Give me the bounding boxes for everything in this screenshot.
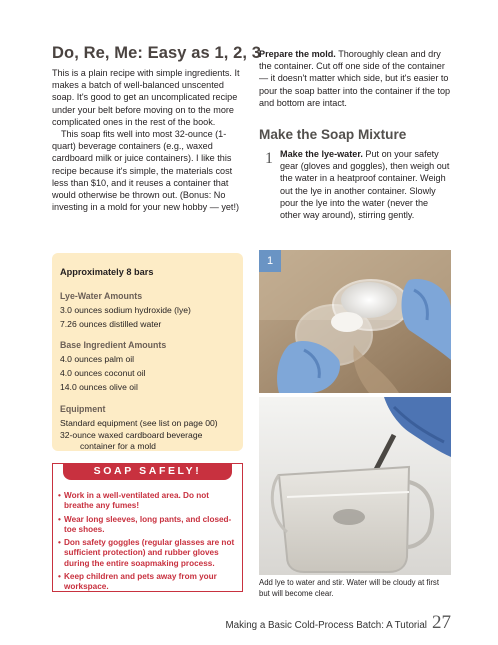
- prepare-mold-text: Thoroughly clean and dry the container. Cut off one side of the container — it doesn't matter which side, but it's easier to pour the soap batter into the container if the top and bottom are intact.: [259, 49, 451, 108]
- water-item: 7.26 ounces distilled water: [60, 318, 162, 329]
- lye-item: 3.0 ounces sodium hydroxide (lye): [60, 305, 191, 315]
- lye-water-heading: Lye-Water Amounts: [60, 291, 143, 301]
- safety-item: • Work in a well-ventilated area. Do not breathe any fumes!: [58, 491, 238, 512]
- step-body: Put on your safety gear (gloves and goggles), then weigh out the water in a heatproof container. Weigh out the lye in another container. Slowly pour the lye into the water (never the other way around), stirring gently.: [280, 149, 450, 221]
- equipment-item: Standard equipment (see list on page 00): [60, 417, 218, 428]
- palm-oil-item: 4.0 ounces palm oil: [60, 354, 135, 365]
- equipment-heading: Equipment: [60, 403, 106, 414]
- safety-header: SOAP SAFELY!: [63, 463, 232, 480]
- running-footer: Making a Basic Cold-Process Batch: A Tutorial: [225, 620, 427, 631]
- safety-box: [52, 463, 243, 592]
- safety-item: • Keep children and pets away from your workspace.: [58, 572, 238, 593]
- page-number: 27: [432, 612, 451, 633]
- olive-oil-item: 14.0 ounces olive oil: [60, 381, 138, 392]
- step-badge: 1: [259, 250, 281, 272]
- photo-stirring-lye-image: [259, 397, 451, 575]
- step-text: [280, 148, 451, 221]
- prepare-mold-lead: Prepare the mold.: [259, 49, 336, 59]
- photo-pouring-lye: [259, 250, 451, 393]
- safety-item: • Don safety goggles (regular glasses are not sufficient protection) and rubber gloves during the entire soapmaking process.: [58, 538, 238, 569]
- container-paragraph: This soap fits well into most 32-ounce (1-quart) beverage containers (e.g., waxed cardboard milk or juice containers). I like this recipe because it's simple, the materials cost less than $10, and it reuses a container that would otherwise be thrown out. (Bonus: No investing in a mold for your new hobby — yet!): [52, 129, 240, 213]
- safety-item: • Wear long sleeves, long pants, and closed-toe shoes.: [58, 515, 238, 536]
- photo-caption: Add lye to water and stir. Water will be cloudy at first but will become clear.: [259, 578, 439, 598]
- recipe-yield: Approximately 8 bars: [60, 267, 154, 277]
- page-title: Do, Re, Me: Easy as 1, 2, 3: [52, 44, 262, 62]
- page-footer: [226, 612, 451, 634]
- photo-pouring-lye-image: [259, 250, 451, 393]
- photo-stirring-lye: [259, 397, 451, 575]
- coconut-oil-item: 4.0 ounces coconut oil: [60, 368, 146, 379]
- intro-paragraph: This is a plain recipe with simple ingredients. It makes a batch of well-balanced unscented soap. It's good to get an uncomplicated recipe under your belt before moving on to the more complicated ones in the rest of the book.: [52, 68, 240, 127]
- mold-item: 32-ounce waxed cardboard beverage container for a mold: [60, 430, 203, 452]
- prepare-mold-paragraph: [259, 48, 451, 109]
- step-1: [259, 148, 451, 221]
- step-number: 1: [265, 150, 273, 168]
- safety-list: [58, 491, 238, 596]
- recipe-box: [52, 253, 243, 451]
- section-heading: Make the Soap Mixture: [259, 127, 407, 143]
- right-column: [259, 48, 451, 221]
- left-column: [52, 44, 262, 213]
- step-lead: Make the lye-water.: [280, 149, 363, 160]
- base-ingredients-heading: Base Ingredient Amounts: [60, 340, 167, 351]
